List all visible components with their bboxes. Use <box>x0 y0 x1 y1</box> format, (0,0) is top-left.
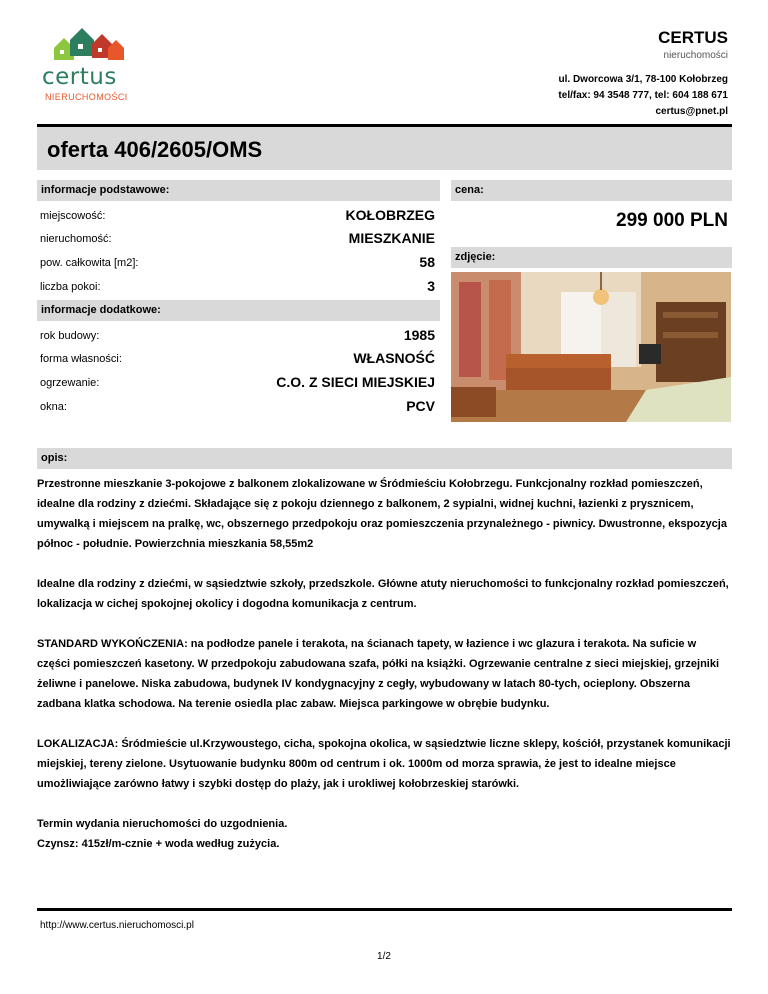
footer-divider <box>37 908 732 911</box>
info-label: pow. całkowita [m2]: <box>40 257 139 269</box>
description-paragraph: Termin wydania nieruchomości do uzgodnienia. <box>37 818 288 830</box>
description-paragraph: LOKALIZACJA: Śródmieście ul.Krzywoustego, cicha, spokojna okolica, w sąsiedztwie liczne sklepy, kościół, przystanek komunikacji miejskiej, tereny zielone. Usytuowanie budynku 800m od centrum i ok. 1000m od morza sprawia, że jest to idealne miejsce umożliwiające zarówno łatwy i szybki dostęp do plaży, jak i urokliwej kołobrzeskiej starówki. <box>37 738 731 790</box>
info-row-windows <box>37 396 440 419</box>
price-header: cena: <box>451 180 732 201</box>
info-value: WŁASNOŚĆ <box>353 350 435 366</box>
info-row-rooms <box>37 276 440 299</box>
photo-header: zdjęcie: <box>451 247 732 268</box>
company-email[interactable]: certus@pnet.pl <box>655 106 728 117</box>
info-value: 3 <box>427 278 435 294</box>
basic-info-header: informacje podstawowe: <box>37 180 440 201</box>
company-info <box>558 28 728 120</box>
info-row-heating <box>37 372 440 395</box>
info-row-year <box>37 325 440 348</box>
info-label: ogrzewanie: <box>40 377 100 389</box>
company-subtitle: nieruchomości <box>663 50 728 61</box>
description-paragraph: Czynsz: 415zł/m-cznie + woda według zużycia. <box>37 838 280 850</box>
info-value: 1985 <box>403 327 435 343</box>
description-paragraph: Przestronne mieszkanie 3-pokojowe z balkonem zlokalizowane w Śródmieściu Kołobrzegu. Funkcjonalny rozkład pomieszczeń, idealne dla rodziny z dziećmi. Składające się z pokoju dziennego z balkonem, 2 sypialni, widnej kuchni, łazienki z prysznicem, umywalką i miejscem na pralkę, wc, obszernego przedpokoju oraz pomieszczenia przynależnego - piwnicy. Dwustronne, ekspozycja północ - południe. Powierzchnia mieszkania 58,55m2 <box>37 478 727 550</box>
company-phones: tel/fax: 94 3548 777, tel: 604 188 671 <box>558 90 728 101</box>
description-paragraph: STANDARD WYKOŃCZENIA: na podłodze panele i terakota, na ścianach tapety, w łazience i wc glazura i terakota. Na suficie w części pomieszczeń kasetony. W przedpokoju zabudowana szafa, półki na książki. Ogrzewanie centralne z sieci miejskiej, grzejniki żeliwne i panelowe. Niska zabudowa, budynek IV kondygnacyjny z cegły, wybudowany w latach 80-tych, ocieplony. Obszerna zadbana klatka schodowa. Na terenie osiedla plac zabaw. Miejsca parkingowe w obrębie budynku. <box>37 638 720 710</box>
extra-info-header: informacje dodatkowe: <box>37 300 440 321</box>
info-label: nieruchomość: <box>40 233 112 245</box>
info-row-property <box>37 228 440 251</box>
info-label: liczba pokoi: <box>40 281 101 293</box>
company-address: ul. Dworcowa 3/1, 78-100 Kołobrzeg <box>558 74 728 85</box>
offer-title: oferta 406/2605/OMS <box>47 137 263 162</box>
info-label: miejscowość: <box>40 210 106 222</box>
page-number: 1/2 <box>377 951 391 962</box>
footer-url-link[interactable]: http://www.certus.nieruchomosci.pl <box>40 920 194 931</box>
info-row-area <box>37 252 440 275</box>
info-value: PCV <box>406 398 435 414</box>
description-header: opis: <box>37 448 732 469</box>
apartment-photo[interactable] <box>451 272 731 422</box>
logo-wordmark: certus <box>42 64 117 90</box>
info-label: okna: <box>40 401 67 413</box>
info-value: 58 <box>419 254 435 270</box>
info-label: forma własności: <box>40 353 122 365</box>
info-row-ownership <box>37 348 440 371</box>
description-paragraph: Idealne dla rodziny z dziećmi, w sąsiedztwie szkoły, przedszkole. Główne atuty nieruchomości to funkcjonalny rozkład pomieszczeń, lokalizacja w cichej spokojnej okolicy i dogodna komunikacja z centrum. <box>37 578 729 610</box>
company-name: CERTUS <box>658 28 728 47</box>
info-value: C.O. Z SIECI MIEJSKIEJ <box>276 374 435 390</box>
logo-subtitle: NIERUCHOMOŚCI <box>45 92 128 102</box>
price-value: 299 000 PLN <box>616 210 728 231</box>
info-row-town <box>37 205 440 228</box>
offer-title-bar <box>37 124 732 170</box>
info-value: KOŁOBRZEG <box>345 207 435 223</box>
info-value: MIESZKANIE <box>348 230 435 246</box>
description-body <box>37 474 732 854</box>
info-label: rok budowy: <box>40 330 100 342</box>
